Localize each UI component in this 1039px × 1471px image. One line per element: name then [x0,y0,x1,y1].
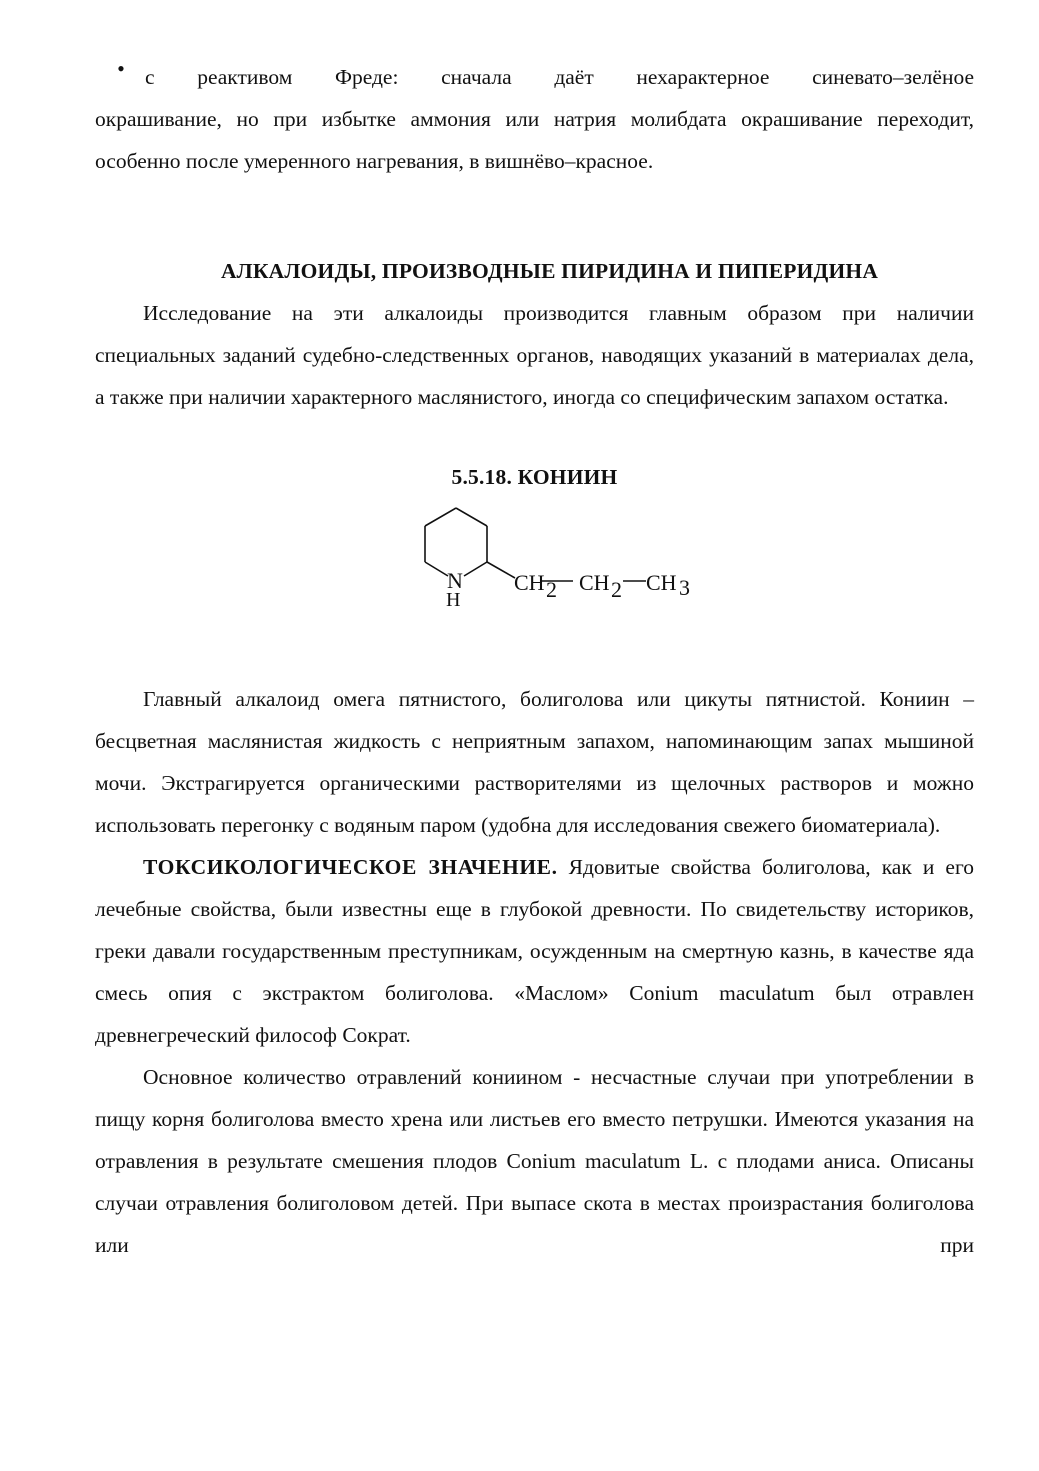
chain-ch3-subscript: 3 [679,575,690,600]
ring-hydrogen-label: H [446,589,461,611]
subsection-heading: 5.5.18. КОНИИН [451,465,618,489]
coniine-description-paragraph: Главный алкалоид омега пятнистого, болиголова или цикуты пятнистой. Кониин – бесцветная маслянистая жидкость с неприятным запахом, напоминающим запах мышиной мочи. Экстрагируется органическими растворителями из щелочных растворов и можно использовать перегонку с водяным паром (удобна для исследования свежего биоматериала). [95,687,974,837]
toxicology-text: Ядовитые свойства болиголова, как и его лечебные свойства, были известны еще в глубокой древности. По свидетельству историков, греки давали государственным преступникам, осужденным на смертную казнь, в качестве яда смесь опия с экстрактом болиголова. «Маслом» Conium maculatum был отравлен древнегреческий философ Сократ. [95,855,974,1047]
chain-ch3: CH [646,570,677,595]
chain-ch2-second: CH [579,570,610,595]
chain-ch2-first: CH [514,570,545,595]
coniine-structural-formula [95,498,974,678]
section-intro-paragraph: Исследование на эти алкалоиды производится главным образом при наличии специальных заданий судебно-следственных органов, наводящих указаний в материалах дела, а также при наличии характерного маслянистого, иногда со специфическим запахом остатка. [95,301,974,409]
coniine-structure-svg [415,498,835,678]
document-page [95,56,974,1266]
toxicology-heading: ТОКСИКОЛОГИЧЕСКОЕ ЗНАЧЕНИЕ. [143,855,558,879]
section-heading: АЛКАЛОИДЫ, ПРОИЗВОДНЫЕ ПИРИДИНА И ПИПЕРИДИНА [220,259,879,283]
poisoning-cases-paragraph: Основное количество отравлений кониином - несчастные случаи при употреблении в пищу корня болиголова вместо хрена или листьев его вместо петрушки. Имеются указания на отравления в результате смешения плодов Conium maculatum L. с плодами аниса. Описаны случаи отравления болиголовом детей. При выпасе скота в местах произрастания болиголова или при [95,1065,974,1257]
ring-nitrogen-label: N [447,568,463,593]
bullet-marker [95,56,145,98]
bullet-item [95,56,974,98]
chain-ch2-first-subscript: 2 [546,577,557,602]
bullet-continuation: окрашивание, но при избытке аммония или натрия молибдата окрашивание переходит, особенно после умеренного нагревания, в вишнёво–красное. [95,107,974,173]
bullet-line-first: с реактивом Фреде: сначала даёт нехарактерное синевато–зелёное [145,65,974,89]
chain-ch2-second-subscript: 2 [611,577,622,602]
toxicology-paragraph [95,846,974,1056]
